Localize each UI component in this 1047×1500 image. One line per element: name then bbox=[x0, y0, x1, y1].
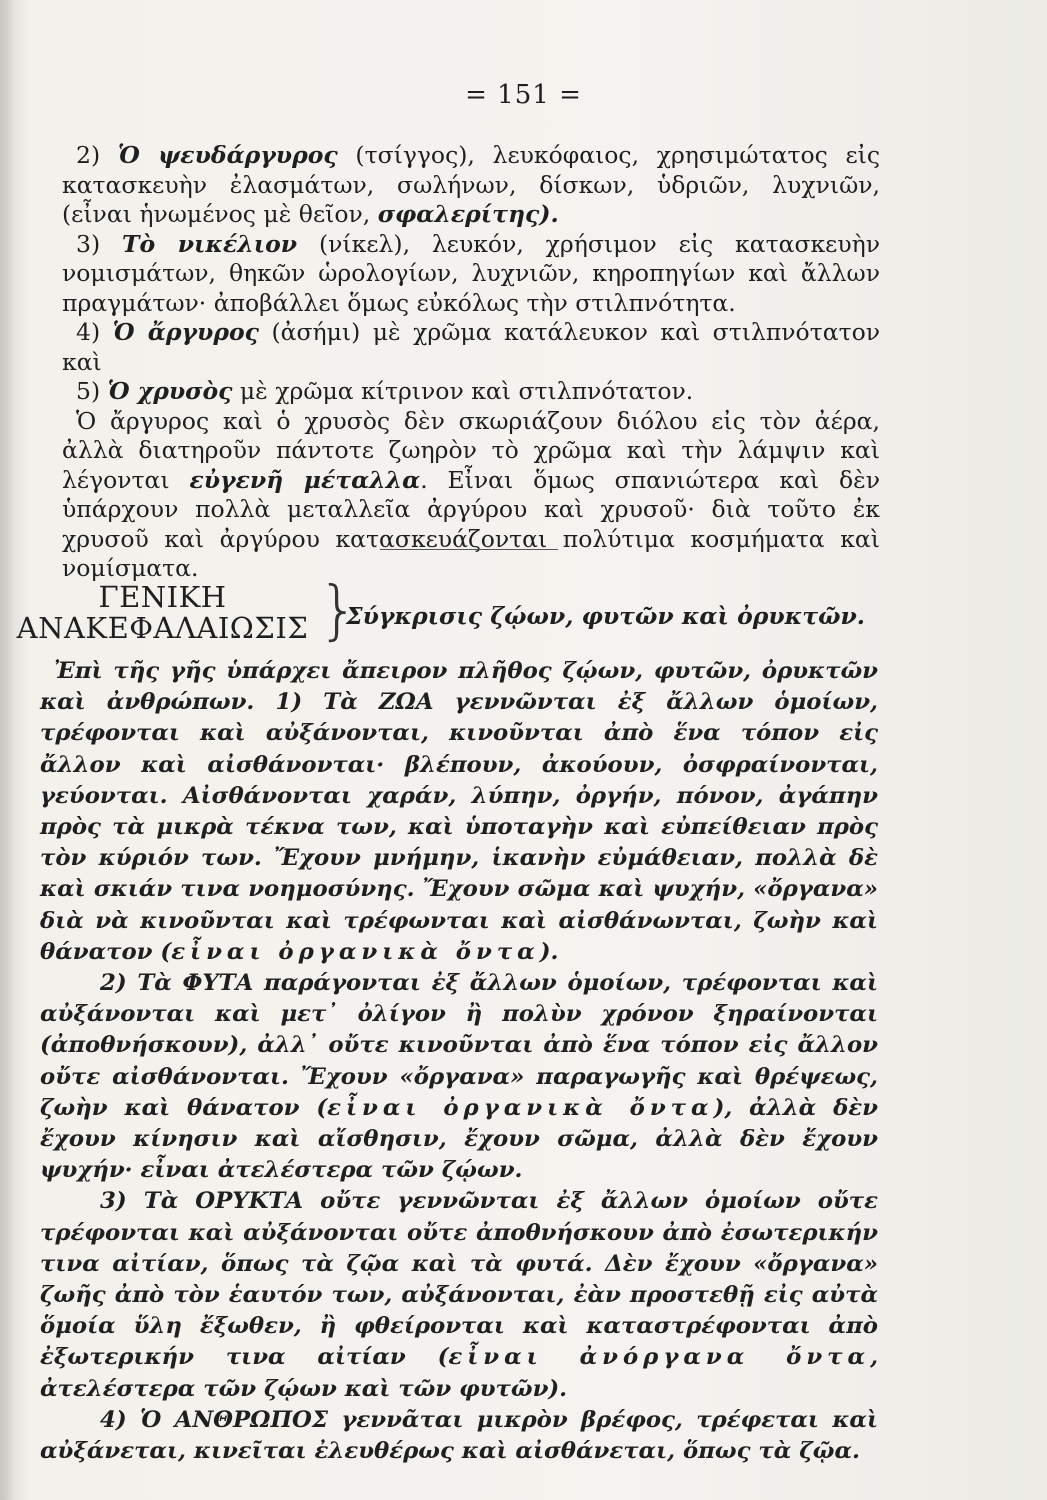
spaced-emphasis: εἶναι ὀργανικὰ ὄντα bbox=[327, 1094, 714, 1121]
paragraph-text: γεννᾶται μικρὸν βρέφος, τρέφεται καὶ αὐξάνεται, κινεῖται ἐλευθέρως καὶ αἰσθάνεται, ὅπως τὰ ζῷα. bbox=[40, 1406, 878, 1465]
term-sphalerite: σφαλερίτης). bbox=[377, 200, 559, 228]
metals-section bbox=[62, 141, 880, 584]
term-noble-metals: εὐγενῆ μέταλλα bbox=[189, 465, 421, 494]
summary-body bbox=[40, 656, 878, 1467]
summary-title-line1: ΓΕΝΙΚΗ bbox=[98, 580, 227, 614]
paragraph-minerals bbox=[40, 1186, 878, 1404]
section-divider bbox=[380, 549, 558, 550]
paragraph-text: οὔτε γεννῶνται ἐξ ἄλλων ὁμοίων οὔτε τρέφονται καὶ αὐξάνονται οὔτε ἀποθνήσκουν ἀπὸ ἐσωτερικήν τινα αἰτίαν, ὅπως τὰ ζῷα καὶ τὰ φυτά. Δὲν ἔχουν «ὄργανα» ζωῆς ἀπὸ τὸν ἑαυτόν των, αὐξάνονται, ἐὰν προστεθῇ εἰς αὐτὰ ὅμοία ὕλη ἔξωθεν, ἢ φθείρονται καὶ καταστρέφονται ἀπὸ ἐξωτερικήν τινα αἰτίαν ( bbox=[40, 1188, 878, 1371]
term-silver: Ὁ ἄργυρος bbox=[112, 318, 259, 346]
item-number: 2) bbox=[76, 141, 118, 169]
term-gold: Ὁ χρυσὸς bbox=[107, 377, 233, 405]
paragraph-plants bbox=[40, 968, 878, 1186]
item-number: 5) bbox=[76, 377, 108, 405]
paragraph-text: , ἀτελέστερα τῶν ζῴων καὶ τῶν φυτῶν). bbox=[40, 1344, 878, 1402]
item-number: 3) bbox=[76, 229, 122, 258]
heading-animals: 1) Τὰ ΖΩΑ bbox=[254, 689, 434, 716]
paragraph-text: ), ἀλλὰ δὲν ἔχουν κίνησιν καὶ αἴσθησιν, ἔχουν σῶμα, ἀλλὰ δὲν ἔχουν ψυχήν· εἶναι ἀτελέστερα τῶν ζῴων. bbox=[40, 1094, 878, 1184]
curly-brace-icon: } bbox=[318, 574, 359, 648]
binding-shadow bbox=[0, 0, 14, 1500]
paragraph-text: . Εἶναι ὅμως σπανιώτερα καὶ δὲν ὑπάρχουν πολλὰ μεταλλεῖα ἀργύρου καὶ χρυσοῦ· διὰ τοῦτο ἐκ χρυσοῦ καὶ ἀργύρου κατασκευάζονται πολύτιμα κοσμήματα καὶ νομίσματα. bbox=[62, 465, 881, 582]
heading-plants: 2) Τὰ ΦΥΤΑ bbox=[100, 970, 254, 997]
intro-text: Ἐπὶ τῆς γῆς ὑπάρχει ἄπειρον πλῆθος ζῴων, φυτῶν, ὀρυκτῶν καὶ ἀνθρώπων. bbox=[40, 658, 878, 716]
summary-heading bbox=[0, 574, 1047, 652]
paragraph-text: (νίκελ), λευκόν, χρήσιμον εἰς κατασκευὴν νομισμάτων, θηκῶν ὡρολογίων, λυχνιῶν, κηροπηγίων καὶ ἄλλων πραγμάτων· ἀποβάλλει ὅμως εὐκόλως τὴν στιλπνότητα. bbox=[62, 229, 881, 317]
paragraph-text: (τσίγγος), λευκόφαιος, χρησιμώτατος εἰς κατασκευὴν ἐλασμάτων, σωλήνων, δίσκων, ὑδριῶν, λυχνιῶν, (εἶναι ἡνωμένος μὲ θεῖον, bbox=[62, 141, 880, 228]
paragraph-text: ). bbox=[539, 938, 559, 965]
paragraph-text: Ὁ ἄργυρος καὶ ὁ χρυσὸς δὲν σκωριάζουν διόλου εἰς τὸν ἀέρα, ἀλλὰ διατηροῦν πάντοτε ζωηρὸν τὸ χρῶμα καὶ τὴν λάμψιν καὶ λέγονται bbox=[62, 406, 880, 494]
spaced-emphasis: εἶναι ἀνόργανα ὄντα bbox=[448, 1344, 871, 1371]
heading-minerals: 3) Τὰ ΟΡΥΚΤΑ bbox=[100, 1188, 304, 1215]
paragraph-human bbox=[40, 1405, 878, 1467]
term-nickel: Τὸ νικέλιον bbox=[121, 229, 298, 258]
paragraph-zinc bbox=[62, 141, 880, 230]
paragraph-nickel bbox=[62, 230, 880, 319]
spaced-emphasis: εἶναι ὀργανικὰ ὄντα bbox=[171, 938, 540, 965]
item-number: 4) bbox=[76, 318, 113, 346]
summary-title bbox=[0, 582, 325, 644]
paragraph-text: (ἀσήμι) μὲ χρῶμα κατάλευκον καὶ στιλπνότατον καὶ bbox=[62, 318, 881, 376]
term-zinc: Ὁ ψευδάργυρος bbox=[117, 141, 338, 169]
summary-subtitle: Σύγκρισις ζῴων, φυτῶν καὶ ὀρυκτῶν. bbox=[346, 602, 865, 630]
paragraph-noble-metals bbox=[62, 407, 880, 584]
summary-title-line2: ΑΝΑΚΕΦΑΛΑΙΩΣΙΣ bbox=[16, 611, 309, 645]
paragraph-animals bbox=[40, 656, 878, 968]
page-number: = 151 = bbox=[465, 80, 582, 110]
heading-human: 4) Ὁ ΑΝΘΡΩΠΟΣ bbox=[100, 1406, 328, 1433]
paragraph-silver bbox=[62, 318, 880, 377]
paragraph-text: παράγονται ἐξ ἄλλων ὁμοίων, τρέφονται καὶ αὐξάνονται καὶ μετ᾿ ὀλίγον ἢ πολὺν χρόνον ξηραίνονται (ἀποθνήσκουν), ἀλλ᾿ οὔτε κινοῦνται ἀπὸ ἕνα τόπον εἰς ἄλλον οὔτε αἰσθάνονται. Ἔχουν «ὄργανα» παραγωγῆς καὶ θρέψεως, ζωὴν καὶ θάνατον ( bbox=[40, 970, 879, 1121]
paragraph-gold bbox=[62, 377, 880, 407]
paragraph-text: μὲ χρῶμα κίτρινον καὶ στιλπνότατον. bbox=[232, 377, 694, 405]
paragraph-text: γεννῶνται ἐξ ἄλλων ὁμοίων, τρέφονται καὶ αὐξάνονται, κινοῦνται ἀπὸ ἕνα τόπον εἰς ἄλλον καὶ αἰσθάνονται· βλέπουν, ἀκούουν, ὀσφραίνονται, γεύονται. Αἰσθάνονται χαράν, λύπην, ὀργήν, πόνον, ἀγάπην πρὸς τὰ μικρὰ τέκνα των, καὶ ὑποταγὴν καὶ εὐπείθειαν πρὸς τὸν κύριόν των. Ἔχουν μνήμην, ἱκανὴν εὐμάθειαν, πολλὰ δὲ καὶ σκιάν τινα νοημοσύνης. Ἔχουν σῶμα καὶ ψυχήν, «ὄργανα» διὰ νὰ κινοῦνται καὶ τρέφωνται καὶ αἰσθάνωνται, ζωὴν καὶ θάνατον ( bbox=[40, 689, 878, 965]
